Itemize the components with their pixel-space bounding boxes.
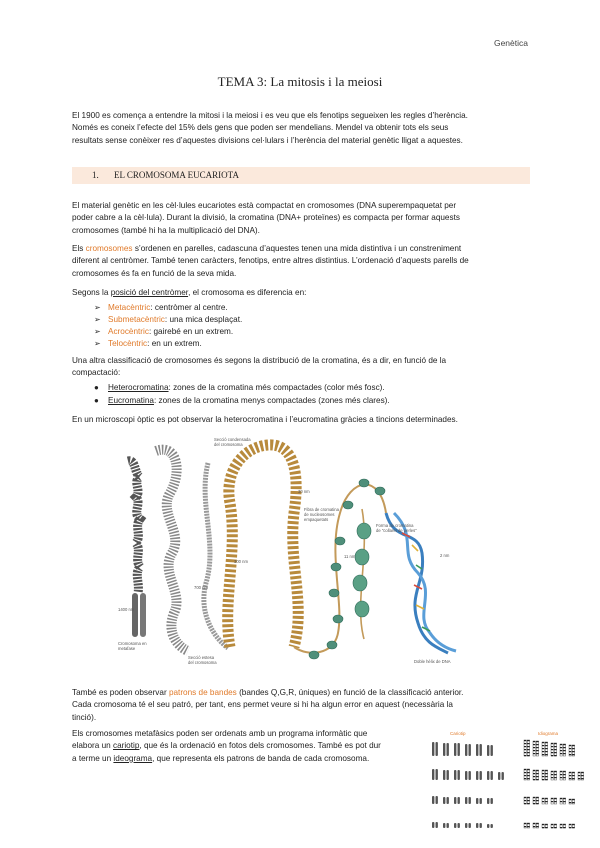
ideogram-chromosome <box>527 740 529 756</box>
karyotype-chromosome <box>469 797 471 804</box>
nucleosome <box>331 563 341 571</box>
arrow-bullet-icon: ➢ <box>94 339 101 348</box>
text-line: Una altra classificació de cromosomes és segons la distribució de la cromatina, és a dir, en funció de la <box>72 356 447 365</box>
karyotype-chromosome <box>491 824 493 828</box>
metaphase-chromatid <box>132 593 138 637</box>
nucleosome <box>309 651 319 659</box>
figure-label: de nucleosomes <box>304 512 335 517</box>
karyotype-chromosome <box>491 771 493 780</box>
text-line: cromosomes (també hi ha la multiplicació del DNA). <box>72 225 260 235</box>
karyotype-chromosome <box>443 823 445 828</box>
term-submetacentric: Submetacèntric <box>108 315 165 324</box>
karyotype-chromosome <box>465 744 467 756</box>
figure-label: metafase <box>118 646 136 651</box>
figure-label: Forma de cromatina <box>376 523 414 528</box>
karyotype-chromosome <box>480 798 482 804</box>
karyotype-chromosome <box>432 822 434 828</box>
text-prefix: elabora un <box>72 741 111 751</box>
karyotype-chromosome <box>454 797 456 804</box>
figure-label: del cromosoma <box>214 442 243 447</box>
paragraph-microscope: En un microscopi òptic es pot observar la heterocromatina i l’eucromatina gràcies a tincions determinades. <box>72 415 458 424</box>
ideogram-chromosome <box>560 771 562 780</box>
ideogram-chromosome <box>578 772 580 780</box>
karyotype-chromosome <box>476 798 478 804</box>
intro-line: El 1900 es comença a entendre la mitosi i la meiosi i es veu que els fenotips segueixen les regles d’herència. <box>72 111 468 120</box>
karyotype-chromosome <box>491 745 493 756</box>
karyotype-chromosome <box>436 822 438 828</box>
paragraph-chromatin <box>72 355 530 380</box>
arrow-bullet-icon: ➢ <box>94 303 101 312</box>
karyotype-chromosome <box>480 823 482 828</box>
text-rest: s’ordenen en parelles, cadascuna d’aquestes tenen una mida distintiva i un constreniment <box>134 244 462 253</box>
ideogram-chromosome <box>569 799 571 804</box>
karyotype-chromosome <box>443 743 445 756</box>
ideogram-chromosome <box>545 824 547 828</box>
term-description: : en un extrem. <box>147 339 202 348</box>
karyotype-chromosome <box>436 742 438 756</box>
term-acrocentric: Acrocèntric <box>108 327 149 336</box>
text-line: cromosomes és fa en funció de la seva mida. <box>72 268 237 278</box>
nucleosome <box>333 615 343 623</box>
term-centromere-position: posició del centròmer <box>110 288 189 297</box>
figure-label: 300 nm <box>234 559 248 564</box>
figure-label: 30 nm <box>298 489 310 494</box>
karyotype-chromosome <box>476 771 478 780</box>
nucleosome <box>343 501 353 509</box>
karyotype-label: Cariotip <box>450 731 466 736</box>
ideogram-chromosome <box>554 824 556 828</box>
ideogram-chromosome <box>533 741 535 756</box>
paragraph-bands <box>72 687 530 724</box>
nucleosome <box>327 641 337 649</box>
ideogram-chromosome <box>554 798 556 804</box>
text-rest: , que representa els patrons de banda de cada cromosoma. <box>152 753 370 763</box>
karyotype-chromosome <box>432 742 434 756</box>
karyotype-chromosome <box>443 770 445 780</box>
text-prefix: També es poden observar <box>72 688 167 697</box>
karyotype-chromosome <box>465 823 467 828</box>
ideogram-chromosome <box>542 742 544 756</box>
nucleosome <box>359 479 369 487</box>
karyotype-chromosome <box>447 797 449 804</box>
term-description: : una mica desplaçat. <box>164 315 243 324</box>
ideogram-chromosome <box>563 798 565 804</box>
figure-label: Secció estesa <box>188 655 215 660</box>
figure-label: Doble hèlix de DNA <box>414 659 451 664</box>
karyotype-chromosome <box>447 823 449 828</box>
text-prefix: Els <box>72 244 84 253</box>
karyotype-chromosome <box>454 770 456 780</box>
term-karyotype: cariotip <box>112 741 140 751</box>
karyotype-chromosome <box>476 823 478 828</box>
term-metacentric: Metacèntric <box>108 303 151 312</box>
term-description: : zones de la cromatina menys compactades (zones més clares). <box>153 396 390 405</box>
ideogram-chromosome <box>545 770 547 780</box>
ideogram-chromosome <box>524 769 526 780</box>
karyotype-chromosome <box>447 743 449 756</box>
ideogram-chromosome <box>581 772 583 780</box>
section-title: EL CROMOSOMA EUCARIOTA <box>114 170 239 180</box>
text-line: tinció). <box>72 712 97 722</box>
figure-label: de "collaret de perles" <box>376 528 417 533</box>
ideogram-chromosomes <box>524 740 584 828</box>
ideogram-chromosome <box>524 823 526 828</box>
bullet-dot-icon: ● <box>94 396 99 405</box>
30nm-fibre <box>228 445 299 647</box>
karyotype-chromosome <box>487 745 489 756</box>
term-telocentric: Telocèntric <box>108 339 148 348</box>
text-line <box>72 243 530 255</box>
figure-label: 2 nm <box>440 553 450 558</box>
nucleosome <box>355 601 369 617</box>
intro-line: resultats sense conèixer res d’aquestes divisions cel·lulars i l’herència del material genètic lligat a aquestes. <box>72 135 463 145</box>
ideogram-chromosome <box>533 823 535 828</box>
figure-label: 11 nm <box>344 554 356 559</box>
ideogram-chromosome <box>563 744 565 756</box>
nucleosome <box>375 487 385 495</box>
karyotype-chromosome <box>498 772 500 780</box>
ideogram-chromosome <box>524 740 526 756</box>
nucleosomes <box>309 479 385 659</box>
term-description: : centròmer al centre. <box>150 303 228 312</box>
figure-label: Cromosoma en <box>118 641 147 646</box>
list-item <box>108 338 202 350</box>
list-item <box>108 302 228 314</box>
karyotype-chromosome <box>469 744 471 756</box>
karyotype-chromosome <box>443 797 445 804</box>
ideogram-chromosome <box>560 798 562 804</box>
metaphase-chromatid <box>140 593 146 637</box>
nucleosome <box>329 589 339 597</box>
nucleosome <box>355 549 369 565</box>
nucleosome <box>335 537 345 545</box>
ideogram-chromosome <box>545 742 547 756</box>
paragraph-karyotype <box>72 728 424 765</box>
ideogram-chromosome <box>572 824 574 828</box>
figure-label: 700 nm <box>194 585 208 590</box>
page-title: TEMA 3: La mitosis i la meiosi <box>217 74 383 89</box>
karyotype-chromosome <box>476 744 478 756</box>
ideogram-chromosome <box>527 797 529 804</box>
ideogram-chromosome <box>572 799 574 804</box>
list-item <box>108 395 390 407</box>
karyotype-chromosome <box>465 771 467 780</box>
text-prefix: a terme un <box>72 753 112 763</box>
ideogram-chromosome <box>551 798 553 804</box>
bullet-dot-icon: ● <box>94 383 99 392</box>
intro-line: Només es coneix l’efecte del 15% dels gens que poden ser mendelians. Mendel va obtenir tots els seus <box>72 123 449 133</box>
ideogram-chromosome <box>551 824 553 828</box>
paragraph-centromere <box>72 287 530 299</box>
ideogram-chromosome <box>569 824 571 828</box>
karyotype-chromosome <box>469 823 471 828</box>
arrow-bullet-icon: ➢ <box>94 327 101 336</box>
karyotype-chromosome <box>458 823 460 828</box>
list-item <box>108 382 385 394</box>
karyotype-chromosome <box>502 772 504 780</box>
term-description: : zones de la cromatina més compactades (color més fosc). <box>168 383 385 392</box>
ideogram-chromosome <box>536 741 538 756</box>
ideogram-chromosome <box>554 771 556 780</box>
karyotype-chromosome <box>480 744 482 756</box>
ideogram-chromosome <box>545 798 547 804</box>
section-heading <box>72 167 530 184</box>
arrow-bullet-icon: ➢ <box>94 315 101 324</box>
looped-domain-coil <box>156 450 188 651</box>
ideogram-chromosome <box>563 824 565 828</box>
text-rest: , que és la ordenació en fotos dels cromosomes. També es pot dur <box>139 741 381 751</box>
nucleosome <box>357 523 371 539</box>
text-suffix: , el cromosoma es diferencia en: <box>188 288 307 297</box>
list-item <box>108 326 233 338</box>
ideogram-chromosome <box>551 743 553 756</box>
ideogram-chromosome <box>524 797 526 804</box>
ideogram-chromosome <box>542 770 544 780</box>
figure-label: empaquetats <box>304 517 329 522</box>
text-line: Els cromosomes metafàsics poden ser ordenats amb un programa informàtic que <box>72 729 368 738</box>
text-line: compactació: <box>72 368 121 378</box>
ideogram-chromosome <box>533 770 535 780</box>
karyotype-chromosome <box>487 824 489 828</box>
ideogram-chromosome <box>569 745 571 756</box>
karyotype-chromosome <box>458 743 460 756</box>
ideogram-chromosome <box>569 772 571 780</box>
nucleosome <box>353 575 367 591</box>
karyotype-chromosome <box>458 797 460 804</box>
ideogram-chromosome <box>560 824 562 828</box>
text-line: diferent al centròmer. També tenen caràcters, fenotips, entre altres distintius. L’ordenació d’aquests parells de <box>72 256 469 266</box>
text-line: poder cabre a la cèl·lula). Durant la divisió, la cromatina (DNA+ proteïnes) es compacta per formar aquests <box>72 213 460 223</box>
text-line: El material genètic en les cèl·lules eucariotes està compactat en cromosomes (DNA superempaquetat per <box>72 201 457 210</box>
subject-header: Genètica <box>493 38 528 48</box>
karyotype-chromosome <box>432 796 434 804</box>
karyotype-chromosome <box>469 771 471 780</box>
figure-label: 1400 nm <box>118 607 135 612</box>
figure-label: Fibra de cromatina <box>304 507 339 512</box>
ideogram-chromosome <box>542 824 544 828</box>
paragraph-genetic-material <box>72 200 530 237</box>
karyotype-chromosome <box>458 770 460 780</box>
karyotype-chromosome <box>454 823 456 828</box>
text-rest: (bandes Q,G,R, úniques) en funció de la classificació anterior. <box>239 688 464 697</box>
text-line <box>72 687 530 699</box>
figure-label: del cromosoma <box>188 660 217 665</box>
term-cromosomes: cromosomes <box>85 244 133 253</box>
ideogram-chromosome <box>572 745 574 756</box>
karyotype-chromosome <box>436 769 438 780</box>
ideogram-label: Idiograma <box>538 731 559 736</box>
text-line <box>72 753 424 765</box>
karyotype-chromosome <box>465 797 467 804</box>
dna-strand-a <box>386 513 448 653</box>
karyotype-chromosome <box>454 743 456 756</box>
ideogram-chromosome <box>527 769 529 780</box>
text-prefix: Segons la <box>72 288 109 297</box>
ideogram-chromosome <box>563 771 565 780</box>
karyotype-chromosome <box>480 771 482 780</box>
ideogram-chromosome <box>554 743 556 756</box>
term-ideogram: ideograma <box>113 753 153 763</box>
section-number: 1. <box>92 170 99 180</box>
intro-paragraph <box>72 110 530 147</box>
karyotype-chromosome <box>487 771 489 780</box>
karyotype-chromosome <box>491 798 493 804</box>
ideogram-chromosome <box>536 770 538 780</box>
karyotype-chromosome <box>432 769 434 780</box>
karyotype-chromosome <box>487 798 489 804</box>
term-heterochromatin: Heterocromatina <box>108 383 169 392</box>
ideogram-chromosome <box>527 823 529 828</box>
ideogram-chromosome <box>551 771 553 780</box>
ideogram-chromosome <box>542 798 544 804</box>
figure-label: Secció condensada <box>214 437 251 442</box>
paragraph-chromosomes <box>72 243 530 280</box>
karyotype-chromosome <box>447 770 449 780</box>
term-description: : gairebé en un extrem. <box>148 327 234 336</box>
text-line: Cada cromosoma té el seu patró, per tant, ens permet veure si hi ha algun error en aquest (necessària la <box>72 700 453 710</box>
ideogram-chromosome <box>533 797 535 804</box>
condensed-chromosome-section <box>128 461 140 593</box>
text-line <box>72 740 424 752</box>
karyotype-ideogram-figure <box>428 728 588 833</box>
karyotype-chromosomes <box>432 742 504 828</box>
chromatin-compaction-figure <box>118 433 482 669</box>
ideogram-chromosome <box>536 797 538 804</box>
term-euchromatin: Eucromatina <box>108 396 154 405</box>
karyotype-chromosome <box>436 796 438 804</box>
list-item <box>108 314 242 326</box>
ideogram-chromosome <box>536 823 538 828</box>
ideogram-chromosome <box>572 772 574 780</box>
ideogram-chromosome <box>560 744 562 756</box>
term-band-patterns: patrons de bandes <box>168 688 237 697</box>
